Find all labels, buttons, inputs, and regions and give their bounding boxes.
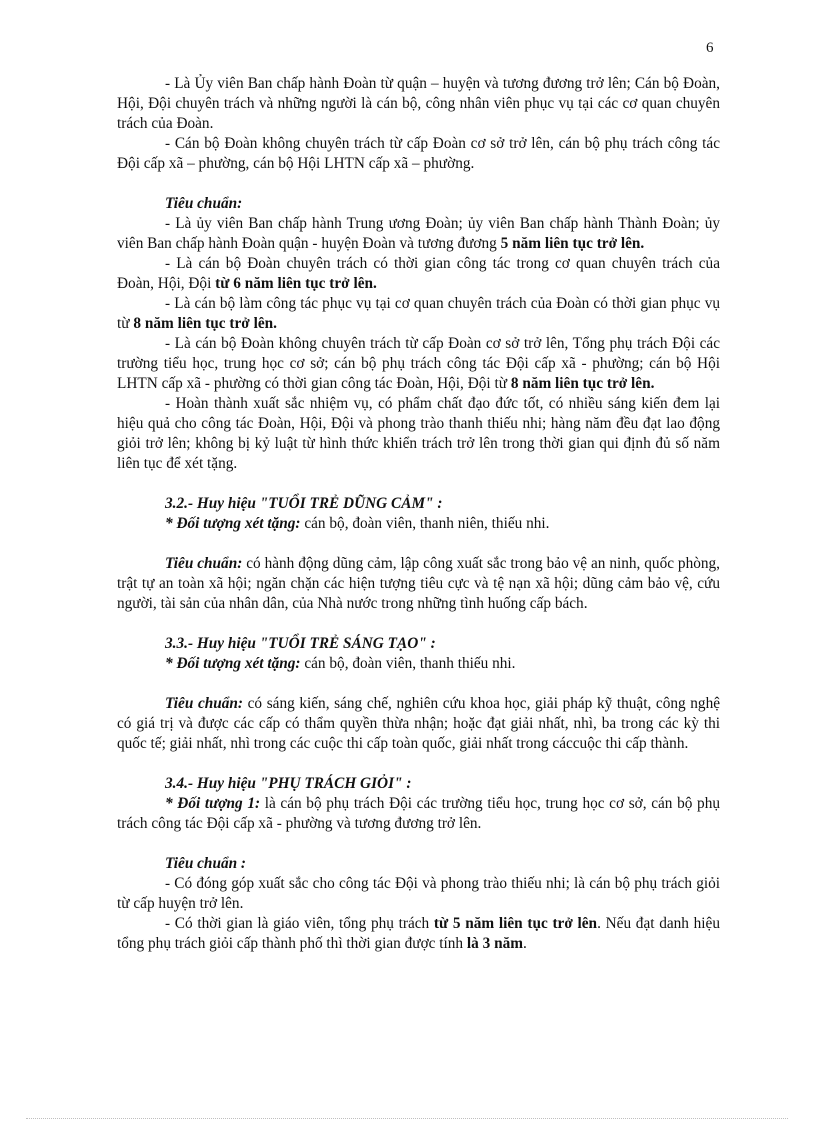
intro-paragraph-1: - Là Ủy viên Ban chấp hành Đoàn từ quận – huyện và tương đương trở lên; Cán bộ Đoàn, Hội, Đội chuyên trách và những người là cán bộ, công nhân viên phục vụ tại các cơ quan chuyên trách của Đoàn. [117, 75, 720, 132]
page-number: 6 [706, 40, 714, 56]
section-3-3-heading: 3.3.- Huy hiệu "TUỔI TRẺ SÁNG TẠO" : [165, 635, 436, 652]
section-3-4-heading: 3.4.- Huy hiệu "PHỤ TRÁCH GIỎI" : [165, 775, 412, 792]
section-3-2-target: * Đối tượng xét tặng: cán bộ, đoàn viên, thanh niên, thiếu nhi. [165, 515, 550, 532]
criteria-item-5: - Hoàn thành xuất sắc nhiệm vụ, có phẩm chất đạo đức tốt, có nhiều sáng kiến đem lại hiệu quả cho công tác Đoàn, Hội, Đội và phong trào thanh thiếu nhi; hàng năm đều đạt lao động giỏi trở lên; không bị kỷ luật từ hình thức khiển trách trở lên trong thời gian qui định đủ số năm liên tục để xét tặng. [117, 395, 720, 472]
criteria-item-3: - Là cán bộ làm công tác phục vụ tại cơ quan chuyên trách của Đoàn có thời gian phục vụ từ 8 năm liên tục trở lên. [117, 295, 720, 332]
section-3-4-criteria-1: - Có đóng góp xuất sắc cho công tác Đội và phong trào thiếu nhi; là cán bộ phụ trách giỏi từ cấp huyện trở lên. [117, 875, 720, 912]
section-3-2-heading: 3.2.- Huy hiệu "TUỔI TRẺ DŨNG CẢM" : [165, 495, 443, 512]
page-bottom-rule [26, 1118, 788, 1119]
document-body [117, 74, 720, 954]
section-3-2-criteria: Tiêu chuẩn: có hành động dũng cảm, lập công xuất sắc trong bảo vệ an ninh, quốc phòng, trật tự an toàn xã hội; ngăn chặn các hiện tượng tiêu cực và tệ nạn xã hội; dũng cảm bảo vệ, cứu người, tài sản của nhân dân, của Nhà nước trong những tình huống cấp bách. [117, 555, 720, 612]
intro-paragraph-2: - Cán bộ Đoàn không chuyên trách từ cấp Đoàn cơ sở trở lên, cán bộ phụ trách công tác Đội cấp xã – phường, cán bộ Hội LHTN cấp xã – phường. [117, 135, 720, 172]
section-3-4-target: * Đối tượng 1: là cán bộ phụ trách Đội các trường tiểu học, trung học cơ sở, cán bộ phụ trách công tác Đội cấp xã - phường và tương đương trở lên. [117, 795, 720, 832]
criteria-item-4: - Là cán bộ Đoàn không chuyên trách từ cấp Đoàn cơ sở trở lên, Tổng phụ trách Đội các trường tiểu học, trung học cơ sở; cán bộ phụ trách công tác Đội cấp xã - phường; cán bộ Hội LHTN cấp xã - phường có thời gian công tác Đoàn, Hội, Đội từ 8 năm liên tục trở lên. [117, 335, 720, 392]
criteria-heading: Tiêu chuẩn: [165, 195, 243, 212]
section-3-3-criteria: Tiêu chuẩn: có sáng kiến, sáng chế, nghiên cứu khoa học, giải pháp kỹ thuật, công nghệ có giá trị và được các cấp có thẩm quyền thừa nhận; hoặc đạt giải nhất, nhì, ba trong các kỳ thi quốc tế; giải nhất, nhì trong các cuộc thi cấp toàn quốc, giải nhất trong cáccuộc thi cấp thành. [117, 695, 721, 752]
criteria-item-1: - Là ủy viên Ban chấp hành Trung ương Đoàn; ủy viên Ban chấp hành Thành Đoàn; ủy viên Ban chấp hành Đoàn quận - huyện Đoàn và tương đương 5 năm liên tục trở lên. [117, 215, 720, 252]
section-3-3-target: * Đối tượng xét tặng: cán bộ, đoàn viên, thanh thiếu nhi. [165, 655, 516, 672]
section-3-4-criteria-2: - Có thời gian là giáo viên, tổng phụ trách từ 5 năm liên tục trở lên. Nếu đạt danh hiệu tổng phụ trách giỏi cấp thành phố thì thời gian được tính là 3 năm. [117, 915, 720, 952]
section-3-4-criteria-heading: Tiêu chuẩn : [165, 855, 247, 872]
criteria-item-2: - Là cán bộ Đoàn chuyên trách có thời gian công tác trong cơ quan chuyên trách của Đoàn, Hội, Đội từ 6 năm liên tục trở lên. [117, 255, 720, 292]
